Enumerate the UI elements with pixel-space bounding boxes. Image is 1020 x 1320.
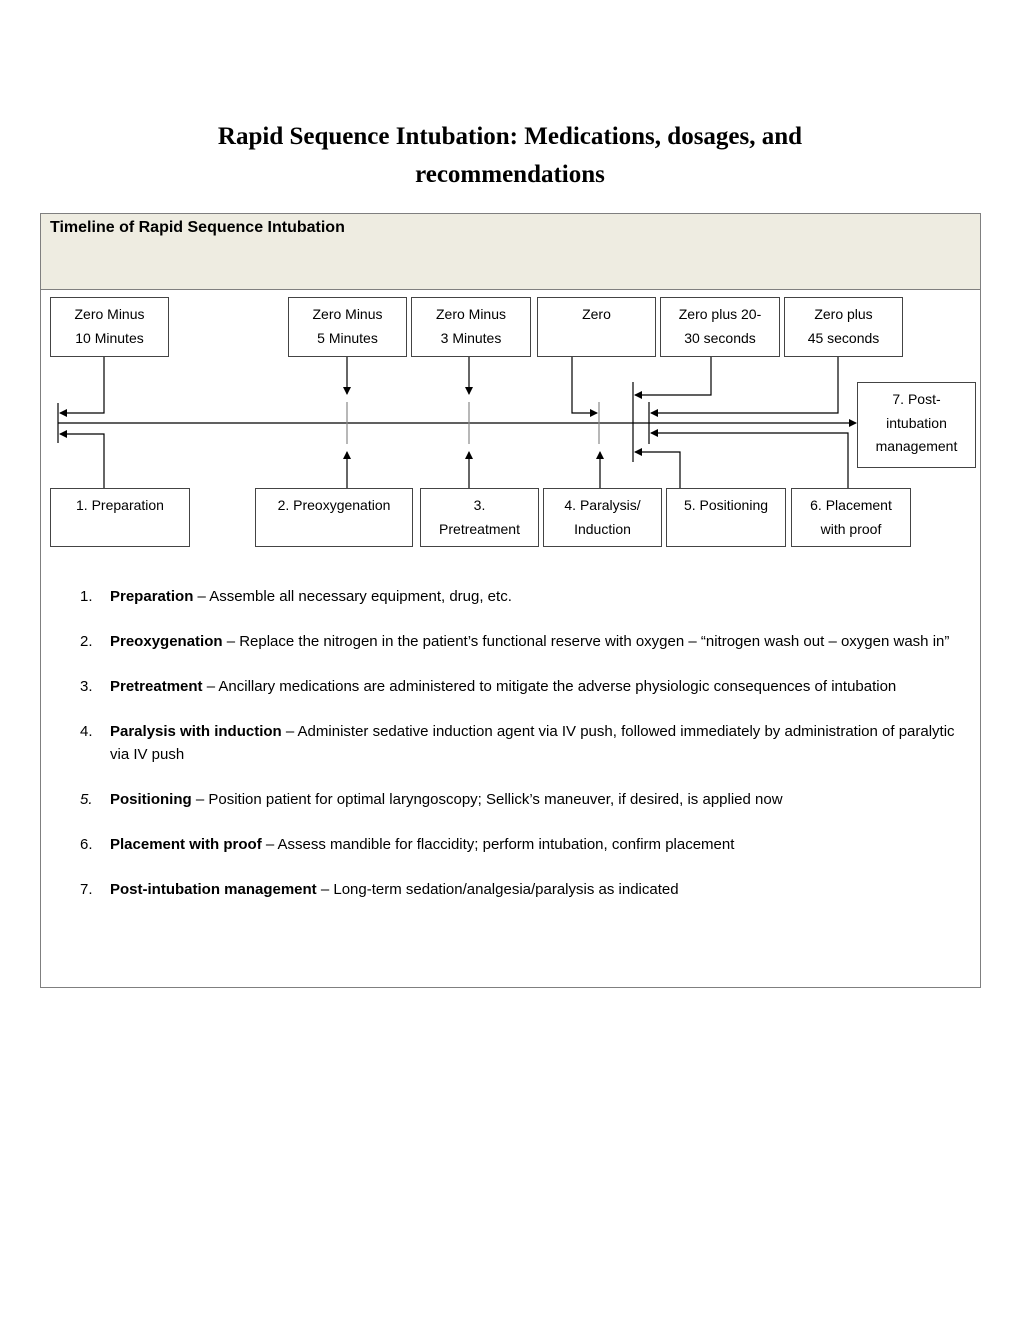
time-label: Zero plus 20-	[678, 306, 762, 322]
step-description: – Replace the nitrogen in the patient’s functional reserve with oxygen – “nitrogen wash out – oxygen wash in”	[222, 633, 950, 650]
time-box-zero-minus-3	[411, 297, 531, 357]
panel-header	[41, 214, 980, 290]
phase-label: 6. Placement	[810, 497, 892, 513]
step-term: Post-intubation management	[110, 880, 317, 898]
phase-label: 7. Post-	[892, 391, 941, 407]
time-label: 45 seconds	[807, 329, 880, 346]
step-number: 6.	[80, 835, 93, 853]
phase-label: 1. Preparation	[76, 497, 164, 513]
phase-label: 2. Preoxygenation	[277, 497, 391, 513]
panel-header-title: Timeline of Rapid Sequence Intubation	[50, 219, 345, 236]
time-label: 30 seconds	[684, 329, 756, 346]
page-title	[0, 118, 1020, 194]
step-number: 1.	[80, 588, 93, 605]
list-item	[80, 789, 975, 812]
step-term: Preoxygenation	[110, 633, 223, 650]
time-label: 3 Minutes	[440, 329, 502, 346]
step-description: – Position patient for optimal laryngoscopy; Sellick’s maneuver, if desired, is applied now	[191, 790, 783, 808]
time-label: Zero Minus	[435, 306, 507, 322]
step-number: 7.	[80, 880, 93, 898]
time-label: Zero Minus	[312, 306, 383, 322]
step-description: – Assess mandible for flaccidity; perform intubation, confirm placement	[261, 835, 735, 853]
list-item	[80, 631, 975, 654]
phase-box-placement	[791, 488, 911, 547]
phase-label: 3.	[473, 497, 486, 513]
phase-box-post-intubation	[857, 382, 976, 468]
step-term: Placement with proof	[110, 835, 262, 853]
phase-box-positioning	[666, 488, 786, 547]
list-item	[80, 879, 975, 902]
time-label: 5 Minutes	[317, 329, 378, 346]
phase-label: 4. Paralysis/	[564, 497, 641, 513]
list-item	[80, 834, 975, 857]
phase-label: management	[875, 438, 958, 454]
list-item	[80, 721, 975, 766]
time-box-zero-plus-45	[784, 297, 903, 357]
phase-box-preoxygenation	[255, 488, 413, 547]
time-box-zero-minus-10	[50, 297, 169, 357]
step-description: – Long-term sedation/analgesia/paralysis as indicated	[316, 880, 679, 898]
phase-box-pretreatment	[420, 488, 539, 547]
phase-label: 5. Positioning	[683, 497, 769, 513]
time-label: Zero plus	[814, 306, 873, 322]
step-number: 4.	[80, 723, 93, 740]
phase-label: intubation	[886, 414, 947, 431]
time-box-zero-minus-5	[288, 297, 407, 357]
steps-list	[80, 586, 975, 924]
step-description: – Administer sedative induction agent via IV push, followed immediately by administration of paralytic via IV push	[110, 723, 955, 763]
step-term: Preparation	[110, 588, 194, 605]
time-label: Zero Minus	[74, 306, 145, 322]
time-box-zero	[537, 297, 656, 357]
step-term: Pretreatment	[110, 678, 203, 695]
step-number: 5.	[80, 790, 93, 808]
phase-label: with proof	[820, 520, 882, 537]
time-label: 10 Minutes	[75, 329, 144, 346]
step-term: Paralysis with induction	[110, 723, 282, 740]
phase-label: Induction	[574, 520, 631, 537]
step-description: – Assemble all necessary equipment, drug, etc.	[193, 588, 512, 605]
phase-box-paralysis-induction	[543, 488, 662, 547]
title-line-2: recommendations	[415, 161, 605, 188]
step-number: 3.	[80, 678, 93, 695]
phase-box-preparation	[50, 488, 190, 547]
list-item	[80, 676, 975, 699]
phase-label: Pretreatment	[439, 520, 520, 537]
step-description: – Ancillary medications are administered to mitigate the adverse physiologic consequences of intubation	[202, 678, 897, 695]
step-number: 2.	[80, 633, 93, 650]
time-box-zero-plus-20-30	[660, 297, 780, 357]
list-item	[80, 586, 975, 609]
step-term: Positioning	[110, 790, 192, 808]
title-line-1: Rapid Sequence Intubation: Medications, dosages, and	[217, 123, 803, 150]
time-label: Zero	[582, 306, 611, 322]
